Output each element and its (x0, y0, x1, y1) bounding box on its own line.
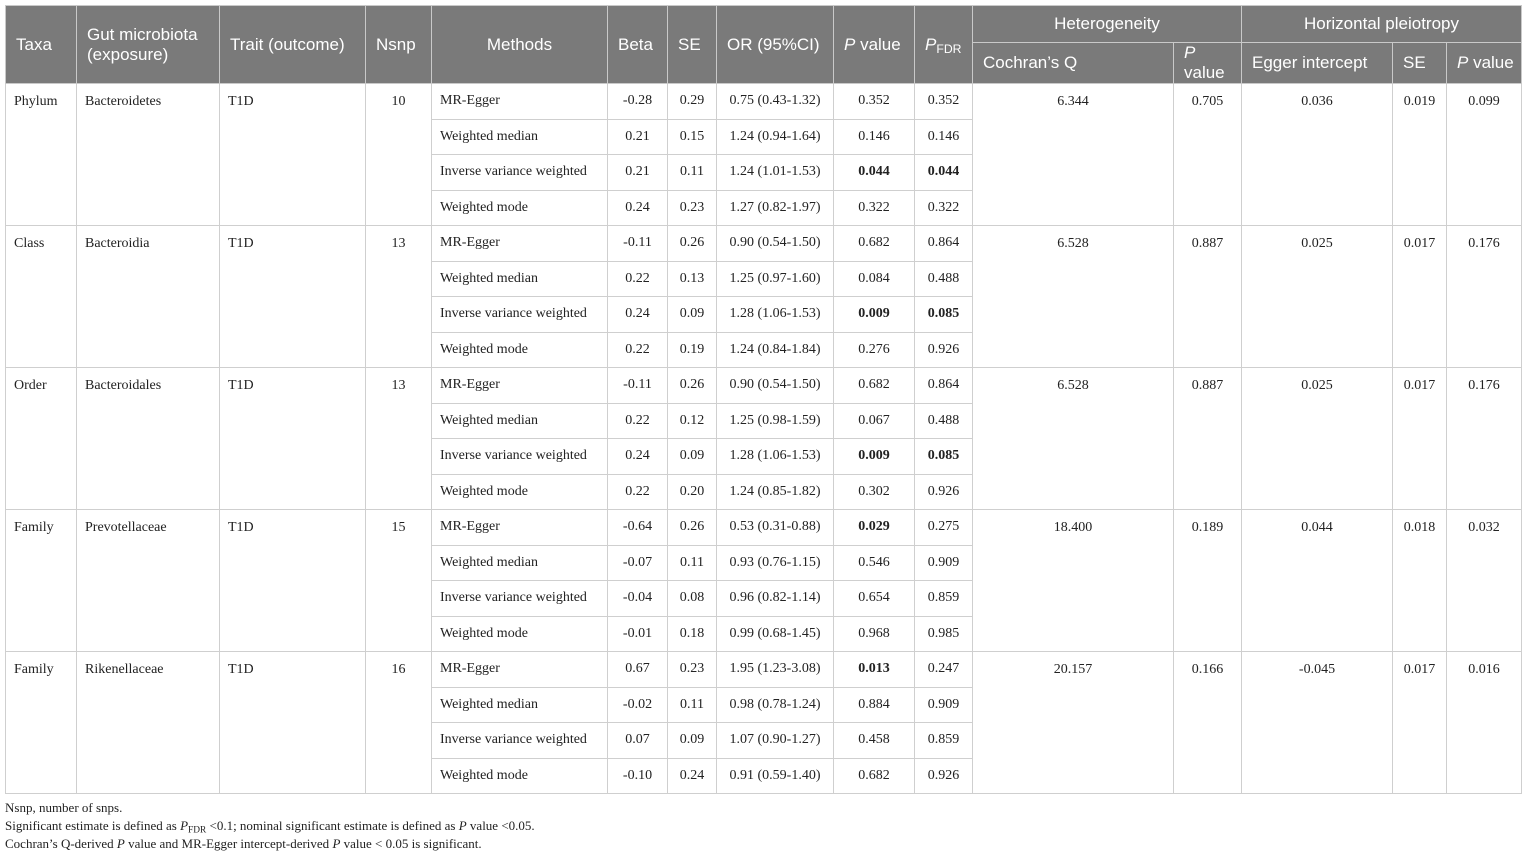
cell-nsnp: 13 (366, 226, 432, 368)
footnote-2-sub: FDR (188, 825, 207, 836)
cell-se: 0.26 (668, 510, 717, 546)
cell-or: 0.91 (0.59-1.40) (717, 758, 834, 794)
cell-cochrans-q: 18.400 (973, 510, 1174, 652)
cell-p-value: 0.067 (834, 403, 915, 439)
cell-se: 0.09 (668, 297, 717, 333)
cell-method: Inverse variance weighted (432, 581, 608, 617)
header-pfdr-sub: FDR (936, 41, 962, 56)
cell-method: Weighted median (432, 545, 608, 581)
cell-method: Inverse variance weighted (432, 155, 608, 191)
cell-nsnp: 10 (366, 84, 432, 226)
footnote-3-a: Cochran’s Q-derived (5, 836, 117, 851)
cell-method: Weighted median (432, 687, 608, 723)
cell-microbiota: Bacteroidetes (77, 84, 220, 226)
cell-het-p-value: 0.189 (1174, 510, 1242, 652)
cell-pfdr: 0.146 (915, 119, 973, 155)
cell-or: 0.90 (0.54-1.50) (717, 368, 834, 404)
cell-or: 1.27 (0.82-1.97) (717, 190, 834, 226)
header-gut-microbiota (77, 6, 220, 84)
table-row (6, 84, 1522, 120)
cell-nsnp: 15 (366, 510, 432, 652)
table-row (6, 510, 1522, 546)
cell-beta: -0.11 (608, 226, 668, 262)
cell-p-value: 0.084 (834, 261, 915, 297)
cell-method: Weighted mode (432, 758, 608, 794)
header-trait: Trait (outcome) (220, 6, 366, 84)
cell-method: MR-Egger (432, 84, 608, 120)
header-p-italic: P (844, 34, 856, 54)
cell-beta: -0.01 (608, 616, 668, 652)
cell-method: MR-Egger (432, 226, 608, 262)
footnote-3-b: value and MR-Egger intercept-derived (124, 836, 333, 851)
cell-method: Weighted mode (432, 332, 608, 368)
cell-microbiota: Rikenellaceae (77, 652, 220, 794)
cell-egger-intercept: 0.036 (1242, 84, 1393, 226)
table-container (5, 5, 1514, 853)
cell-pfdr: 0.864 (915, 226, 973, 262)
cell-microbiota: Bacteroidales (77, 368, 220, 510)
cell-p-value: 0.029 (834, 510, 915, 546)
cell-beta: 0.24 (608, 439, 668, 475)
cell-pfdr: 0.247 (915, 652, 973, 688)
cell-se: 0.08 (668, 581, 717, 617)
footnote-2-p2: P (458, 818, 467, 833)
cell-ple-se: 0.017 (1393, 652, 1447, 794)
cell-het-p-value: 0.705 (1174, 84, 1242, 226)
footnote-2-a: Significant estimate is defined as (5, 818, 181, 833)
cell-pfdr: 0.044 (915, 155, 973, 191)
cell-beta: -0.11 (608, 368, 668, 404)
cell-method: Inverse variance weighted (432, 297, 608, 333)
table-footnotes (5, 799, 1455, 853)
cell-or: 1.24 (0.84-1.84) (717, 332, 834, 368)
cell-or: 0.93 (0.76-1.15) (717, 545, 834, 581)
cell-se: 0.29 (668, 84, 717, 120)
cell-ple-se: 0.017 (1393, 368, 1447, 510)
cell-cochrans-q: 6.528 (973, 226, 1174, 368)
cell-p-value: 0.352 (834, 84, 915, 120)
cell-or: 0.98 (0.78-1.24) (717, 687, 834, 723)
cell-p-value: 0.682 (834, 758, 915, 794)
cell-egger-intercept: 0.044 (1242, 510, 1393, 652)
cell-p-value: 0.458 (834, 723, 915, 759)
footnote-3-p2: P (332, 836, 341, 851)
cell-method: Weighted median (432, 119, 608, 155)
cell-pfdr: 0.859 (915, 723, 973, 759)
cell-ple-p-value: 0.176 (1447, 368, 1522, 510)
cell-pfdr: 0.909 (915, 687, 973, 723)
cell-p-value: 0.044 (834, 155, 915, 191)
cell-method: MR-Egger (432, 368, 608, 404)
cell-pfdr: 0.352 (915, 84, 973, 120)
cell-se: 0.18 (668, 616, 717, 652)
cell-method: Weighted median (432, 261, 608, 297)
cell-beta: 0.24 (608, 297, 668, 333)
cell-cochrans-q: 6.344 (973, 84, 1174, 226)
cell-ple-se: 0.019 (1393, 84, 1447, 226)
footnote-line-2 (5, 817, 1455, 835)
cell-or: 0.90 (0.54-1.50) (717, 226, 834, 262)
cell-p-value: 0.013 (834, 652, 915, 688)
footnote-line-3 (5, 835, 1455, 853)
cell-se: 0.09 (668, 723, 717, 759)
cell-pfdr: 0.859 (915, 581, 973, 617)
cell-p-value: 0.682 (834, 226, 915, 262)
cell-p-value: 0.009 (834, 297, 915, 333)
cell-se: 0.11 (668, 545, 717, 581)
header-p-value (834, 6, 915, 84)
cell-or: 1.24 (0.94-1.64) (717, 119, 834, 155)
cell-se: 0.19 (668, 332, 717, 368)
cell-beta: 0.07 (608, 723, 668, 759)
cell-cochrans-q: 6.528 (973, 368, 1174, 510)
cell-taxa: Phylum (6, 84, 77, 226)
cell-se: 0.26 (668, 226, 717, 262)
header-heterogeneity: Heterogeneity (973, 6, 1242, 43)
cell-pfdr: 0.985 (915, 616, 973, 652)
cell-p-value: 0.009 (834, 439, 915, 475)
header-pfdr-p: P (925, 34, 937, 54)
cell-microbiota: Bacteroidia (77, 226, 220, 368)
cell-taxa: Family (6, 652, 77, 794)
header-taxa: Taxa (6, 6, 77, 84)
cell-pfdr: 0.085 (915, 297, 973, 333)
cell-se: 0.23 (668, 652, 717, 688)
cell-egger-intercept: 0.025 (1242, 368, 1393, 510)
cell-pfdr: 0.926 (915, 474, 973, 510)
cell-ple-p-value: 0.016 (1447, 652, 1522, 794)
cell-se: 0.23 (668, 190, 717, 226)
header-gut-microbiota-line1: Gut microbiota (87, 24, 198, 44)
cell-beta: -0.07 (608, 545, 668, 581)
header-horizontal-pleiotropy: Horizontal pleiotropy (1242, 6, 1522, 43)
cell-p-value: 0.682 (834, 368, 915, 404)
cell-method: Inverse variance weighted (432, 439, 608, 475)
cell-microbiota: Prevotellaceae (77, 510, 220, 652)
cell-method: MR-Egger (432, 652, 608, 688)
cell-pfdr: 0.926 (915, 332, 973, 368)
cell-or: 1.28 (1.06-1.53) (717, 297, 834, 333)
cell-beta: 0.21 (608, 119, 668, 155)
header-methods: Methods (432, 6, 608, 84)
header-ple-p-rest: value (1468, 53, 1514, 72)
header-ple-p-value (1447, 43, 1522, 84)
cell-pfdr: 0.909 (915, 545, 973, 581)
cell-beta: -0.64 (608, 510, 668, 546)
cell-se: 0.20 (668, 474, 717, 510)
cell-beta: 0.22 (608, 403, 668, 439)
cell-or: 0.53 (0.31-0.88) (717, 510, 834, 546)
cell-beta: -0.02 (608, 687, 668, 723)
cell-or: 1.25 (0.98-1.59) (717, 403, 834, 439)
cell-trait: T1D (220, 510, 366, 652)
cell-nsnp: 16 (366, 652, 432, 794)
cell-method: MR-Egger (432, 510, 608, 546)
cell-se: 0.15 (668, 119, 717, 155)
cell-se: 0.24 (668, 758, 717, 794)
cell-egger-intercept: 0.025 (1242, 226, 1393, 368)
cell-beta: 0.22 (608, 261, 668, 297)
cell-p-value: 0.146 (834, 119, 915, 155)
cell-beta: 0.24 (608, 190, 668, 226)
cell-p-value: 0.322 (834, 190, 915, 226)
cell-beta: -0.04 (608, 581, 668, 617)
cell-pfdr: 0.864 (915, 368, 973, 404)
cell-beta: 0.22 (608, 332, 668, 368)
cell-trait: T1D (220, 84, 366, 226)
header-het-p-italic: P (1184, 43, 1196, 62)
table-header (6, 6, 1522, 84)
cell-se: 0.26 (668, 368, 717, 404)
cell-trait: T1D (220, 226, 366, 368)
cell-or: 0.75 (0.43-1.32) (717, 84, 834, 120)
cell-beta: -0.28 (608, 84, 668, 120)
cell-p-value: 0.546 (834, 545, 915, 581)
cell-beta: 0.22 (608, 474, 668, 510)
cell-se: 0.11 (668, 687, 717, 723)
cell-egger-intercept: -0.045 (1242, 652, 1393, 794)
footnote-3-p: P (116, 836, 125, 851)
cell-or: 1.95 (1.23-3.08) (717, 652, 834, 688)
cell-ple-se: 0.017 (1393, 226, 1447, 368)
header-nsnp: Nsnp (366, 6, 432, 84)
footnote-2-b: <0.1; nominal significant estimate is defined as (206, 818, 459, 833)
header-cochrans-q: Cochran’s Q (973, 43, 1174, 84)
cell-het-p-value: 0.887 (1174, 226, 1242, 368)
cell-pfdr: 0.085 (915, 439, 973, 475)
cell-beta: 0.67 (608, 652, 668, 688)
cell-or: 1.28 (1.06-1.53) (717, 439, 834, 475)
cell-or: 1.24 (1.01-1.53) (717, 155, 834, 191)
cell-taxa: Class (6, 226, 77, 368)
cell-p-value: 0.884 (834, 687, 915, 723)
header-egger-intercept: Egger intercept (1242, 43, 1393, 84)
cell-or: 1.07 (0.90-1.27) (717, 723, 834, 759)
cell-se: 0.12 (668, 403, 717, 439)
footnote-2-p: P (180, 818, 189, 833)
cell-method: Weighted median (432, 403, 608, 439)
footnote-2-c: value <0.05. (466, 818, 535, 833)
cell-se: 0.13 (668, 261, 717, 297)
table-row (6, 368, 1522, 404)
cell-pfdr: 0.488 (915, 261, 973, 297)
cell-pfdr: 0.322 (915, 190, 973, 226)
cell-p-value: 0.276 (834, 332, 915, 368)
cell-or: 1.25 (0.97-1.60) (717, 261, 834, 297)
header-beta: Beta (608, 6, 668, 84)
header-het-p-value (1174, 43, 1242, 84)
cell-ple-p-value: 0.176 (1447, 226, 1522, 368)
cell-method: Weighted mode (432, 616, 608, 652)
cell-pfdr: 0.926 (915, 758, 973, 794)
cell-or: 0.99 (0.68-1.45) (717, 616, 834, 652)
cell-trait: T1D (220, 652, 366, 794)
header-or: OR (95%CI) (717, 6, 834, 84)
cell-het-p-value: 0.166 (1174, 652, 1242, 794)
cell-method: Inverse variance weighted (432, 723, 608, 759)
cell-p-value: 0.968 (834, 616, 915, 652)
cell-nsnp: 13 (366, 368, 432, 510)
header-p-rest: value (855, 34, 901, 54)
table-row (6, 226, 1522, 262)
table-row (6, 652, 1522, 688)
cell-ple-se: 0.018 (1393, 510, 1447, 652)
cell-pfdr: 0.488 (915, 403, 973, 439)
header-gut-microbiota-line2: (exposure) (87, 44, 169, 64)
cell-p-value: 0.302 (834, 474, 915, 510)
cell-trait: T1D (220, 368, 366, 510)
footnote-3-c: value < 0.05 is significant. (340, 836, 482, 851)
cell-se: 0.09 (668, 439, 717, 475)
mr-results-table (5, 5, 1522, 794)
cell-pfdr: 0.275 (915, 510, 973, 546)
cell-se: 0.11 (668, 155, 717, 191)
cell-p-value: 0.654 (834, 581, 915, 617)
cell-beta: -0.10 (608, 758, 668, 794)
header-het-p-rest: value (1184, 63, 1225, 82)
cell-method: Weighted mode (432, 190, 608, 226)
cell-method: Weighted mode (432, 474, 608, 510)
cell-or: 0.96 (0.82-1.14) (717, 581, 834, 617)
header-ple-p-italic: P (1457, 53, 1469, 72)
header-pfdr (915, 6, 973, 84)
cell-het-p-value: 0.887 (1174, 368, 1242, 510)
cell-ple-p-value: 0.032 (1447, 510, 1522, 652)
cell-taxa: Family (6, 510, 77, 652)
footnote-line-1: Nsnp, number of snps. (5, 800, 123, 815)
table-body (6, 84, 1522, 794)
cell-beta: 0.21 (608, 155, 668, 191)
cell-ple-p-value: 0.099 (1447, 84, 1522, 226)
cell-cochrans-q: 20.157 (973, 652, 1174, 794)
cell-or: 1.24 (0.85-1.82) (717, 474, 834, 510)
cell-taxa: Order (6, 368, 77, 510)
header-ple-se: SE (1393, 43, 1447, 84)
header-se: SE (668, 6, 717, 84)
